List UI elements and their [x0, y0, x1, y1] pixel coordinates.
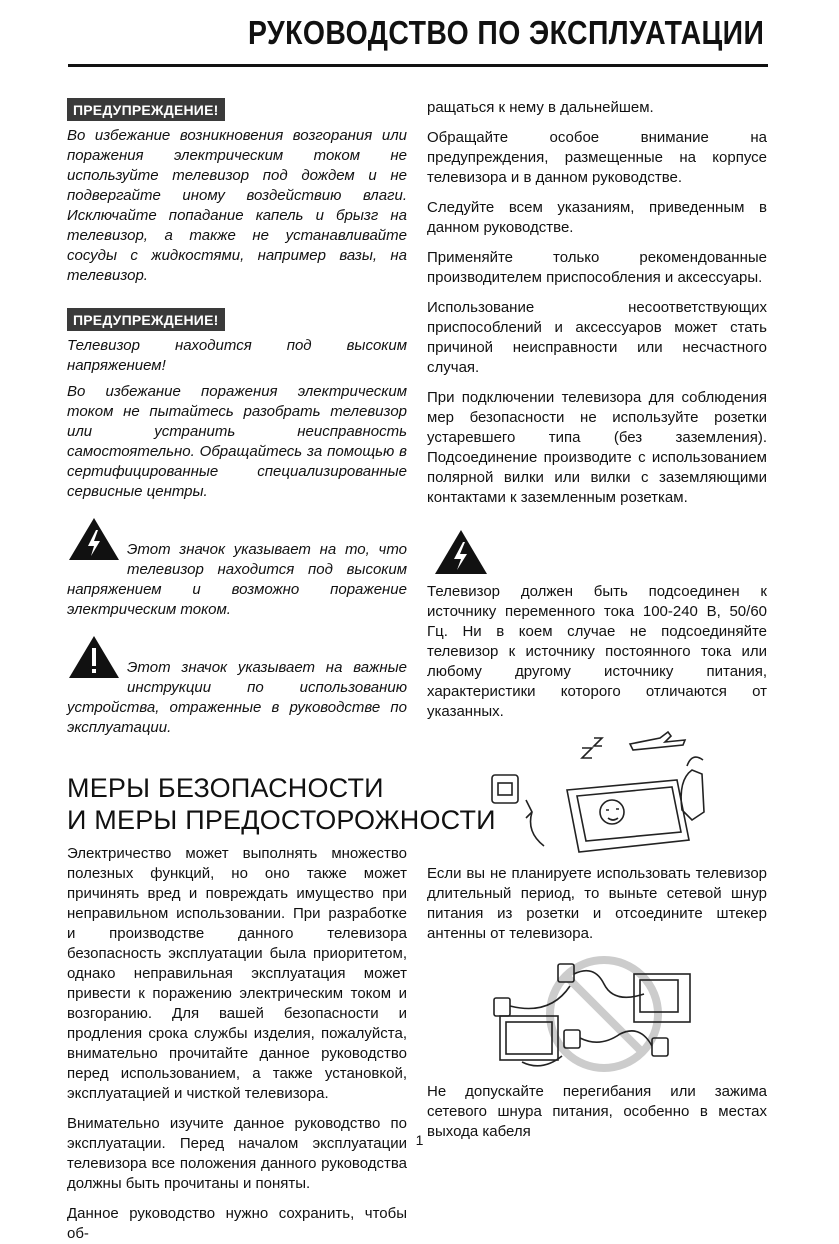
right-paragraph-8: Не допускайте перегибания или зажима сетевого шнура питания, особенно в местах выхода кабеля	[427, 1083, 767, 1140]
lightning-note	[67, 516, 407, 620]
safety-paragraph-1: Электричество может выполнять множество полезных функций, но оно также может причинять вред и повреждать имущество при неправильном использовании. При разработке и производстве данного телевизора безопасность эксплуатации была приоритетом, однако неправильная эксплуатация может привести к поражению электрическим током и возгоранию. Для вашей безопасности и продления срока службы изделия, пожалуйста, внимательно прочитайте данное руководство перед использованием, а также установкой, эксплуатацией и чисткой телевизора.	[67, 845, 407, 1102]
header-divider	[68, 64, 768, 67]
left-column	[67, 98, 496, 1244]
right-paragraph-4: Использование несоответствующих приспособлений и аксессуаров может стать причиной неисправности или несчастного случая.	[427, 299, 767, 376]
warning-line-2: Телевизор находится под высоким напряжением!	[67, 337, 407, 374]
warning-text-2: Во избежание поражения электрическим током не пытайтесь разобрать телевизор или устранить неисправность самостоятельно. Обращайтесь за помощью в сертифицированные специализированные сервисные центры.	[67, 383, 407, 500]
section-heading	[67, 772, 496, 836]
exclamation-note	[67, 634, 407, 738]
warning-text-1: Во избежание возникновения возгорания или поражения электрическим током не используйте телевизор под дождем и не подвергайте иному воздействию влаги. Исключайте попадание капель и брызг на телевизор, а также не устанавливайте сосуды с жидкостями, например вазы, на телевизор.	[67, 127, 407, 284]
right-paragraph-1: Обращайте особое внимание на предупреждения, размещенные на корпусе телевизора и в данном руководстве.	[427, 129, 767, 186]
warning-label-2: ПРЕДУПРЕЖДЕНИЕ!	[67, 308, 225, 331]
right-paragraph-5: При подключении телевизора для соблюдения мер безопасности не используйте розетки устаревшего типа (без заземления). Подсоединение производите с использованием полярной вилки или вилки с заземляющими контактами к заземленным розеткам.	[427, 389, 767, 506]
right-paragraph-2: Следуйте всем указаниям, приведенным в данном руководстве.	[427, 199, 767, 236]
exclamation-warning-icon	[67, 634, 121, 680]
warning-label-1: ПРЕДУПРЕЖДЕНИЕ!	[67, 98, 225, 121]
page-number: 1	[415, 1132, 424, 1148]
right-column	[427, 98, 767, 1142]
right-paragraph-6: Телевизор должен быть подсоединен к источнику переменного тока 100-240 В, 50/60 Гц. Ни в коем случае не подсоединяйте телевизор к источнику постоянного тока или любому другому источнику питания, характеристики которого отличаются от указанных.	[427, 583, 767, 720]
section-heading-line-1: МЕРЫ БЕЗОПАСНОСТИ	[67, 773, 384, 803]
section-heading-line-2: И МЕРЫ ПРЕДОСТОРОЖНОСТИ	[67, 805, 496, 835]
page-header-title: РУКОВОДСТВО ПО ЭКСПЛУАТАЦИИ	[247, 14, 764, 51]
safety-paragraph-3: Данное руководство нужно сохранить, чтобы об-	[67, 1205, 407, 1242]
cable-prohibition-illustration	[482, 954, 712, 1076]
right-paragraph-0: ращаться к нему в дальнейшем.	[427, 99, 654, 116]
unplug-tv-illustration	[482, 730, 712, 860]
right-paragraph-3: Применяйте только рекомендованные производителем приспособления и аксессуары.	[427, 249, 767, 286]
right-paragraph-7: Если вы не планируете использовать телевизор длительный период, то выньте сетевой шнур питания из розетки и отсоедините штекер антенны от телевизора.	[427, 865, 767, 942]
safety-paragraph-2: Внимательно изучите данное руководство по эксплуатации. Перед началом эксплуатации телевизора все положения данного руководства должны быть прочитаны и поняты.	[67, 1115, 407, 1192]
high-voltage-warning-icon-large	[433, 528, 489, 576]
exclamation-note-text: Этот значок указывает на важные инструкции по использованию устройства, отраженные в руководстве по эксплуатации.	[67, 659, 407, 736]
high-voltage-warning-icon	[67, 516, 121, 562]
lightning-note-text: Этот значок указывает на то, что телевизор находится под высоким напряжением и возможно поражение электрическим током.	[67, 541, 407, 618]
